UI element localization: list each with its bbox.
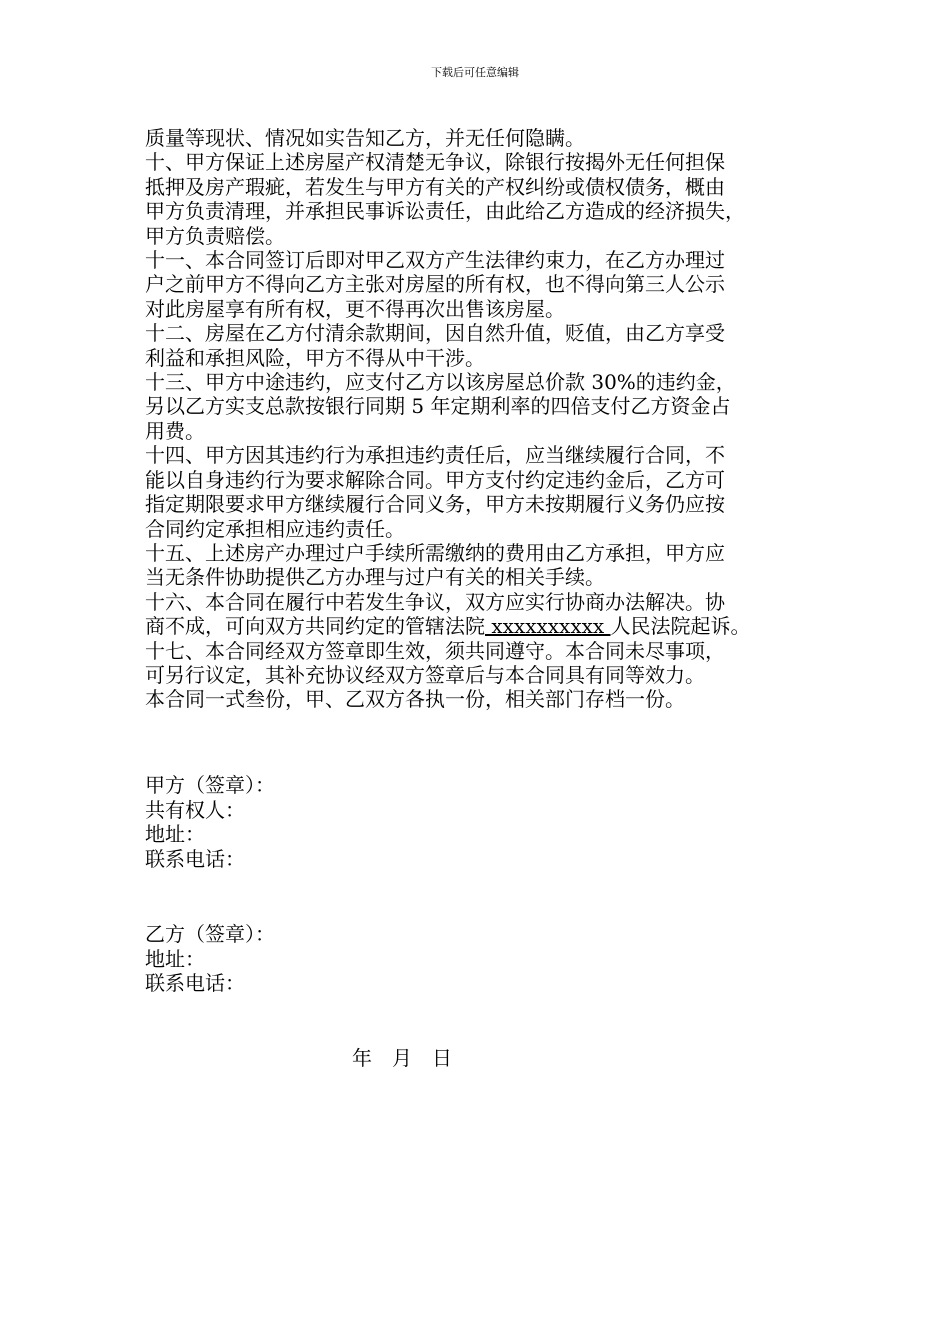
clause-13 <box>145 370 820 443</box>
party-b-signature-block <box>145 922 275 996</box>
party-b-phone-label: 联系电话： <box>145 971 245 995</box>
text-line: 十三、甲方中途违约，应支付乙方以该房屋总价款 30%的违约金， <box>145 370 736 395</box>
text-line: 甲方负责赔偿。 <box>145 223 285 248</box>
text-line: 可另行议定，其补充协议经双方签章后与本合同具有同等效力。 <box>145 662 705 687</box>
text-line: 户之前甲方不得向乙方主张对房屋的所有权，也不得向第三人公示 <box>145 272 725 297</box>
text-line: 质量等现状、情况如实告知乙方，并无任何隐瞒。 <box>145 126 585 150</box>
text-line: 指定期限要求甲方继续履行合同义务，甲方未按期履行义务仍应按 <box>145 492 725 517</box>
text-line: 另以乙方实支总款按银行同期 5 年定期利率的四倍支付乙方资金占 <box>145 394 731 419</box>
text-line: 十五、上述房产办理过户手续所需缴纳的费用由乙方承担，甲方应 <box>145 540 725 565</box>
text-line: 十二、房屋在乙方付清余款期间，因自然升值，贬值，由乙方享受 <box>145 321 725 346</box>
header-note: 下载后可任意编辑 <box>431 66 519 79</box>
text-line: 十、甲方保证上述房屋产权清楚无争议，除银行按揭外无任何担保 <box>145 150 725 175</box>
party-a-phone-label: 联系电话： <box>145 846 245 871</box>
paragraph-carryover <box>145 126 820 150</box>
text-line: 抵押及房产瑕疵，若发生与甲方有关的产权纠纷或债权债务，概由 <box>145 174 725 199</box>
court-line-before: 商不成，可向双方共同约定的管辖法院 <box>145 614 485 639</box>
party-a-signature-label: 甲方（签章）： <box>145 773 275 797</box>
text-line: 甲方负责清理，并承担民事诉讼责任，由此给乙方造成的经济损失， <box>145 199 745 224</box>
clause-17 <box>145 639 820 688</box>
court-line <box>145 614 820 638</box>
text-line: 十六、本合同在履行中若发生争议，双方应实行协商办法解决。协 <box>145 589 725 614</box>
party-a-co-owner-label: 共有权人： <box>145 797 245 822</box>
text-line: 本合同一式叁份，甲、乙双方各执一份，相关部门存档一份。 <box>145 687 685 712</box>
party-a-signature-block <box>145 773 275 871</box>
text-line: 合同约定承担相应违约责任。 <box>145 516 405 541</box>
clause-14 <box>145 443 820 541</box>
party-b-signature-label: 乙方（签章）： <box>145 922 275 946</box>
clause-11 <box>145 248 820 321</box>
text-line: 当无条件协助提供乙方办理与过户有关的相关手续。 <box>145 565 605 590</box>
party-a-address-label: 地址： <box>145 822 205 846</box>
clause-12 <box>145 321 820 370</box>
clause-15 <box>145 541 820 590</box>
clause-16 <box>145 590 820 639</box>
clause-10 <box>145 150 820 248</box>
court-line-after: 人民法院起诉。 <box>610 614 751 639</box>
contract-body <box>145 126 820 712</box>
party-b-address-label: 地址： <box>145 946 205 971</box>
text-line: 用费。 <box>145 418 205 443</box>
text-line: 对此房屋享有所有权，更不得再次出售该房屋。 <box>145 296 565 321</box>
copies-clause <box>145 687 820 711</box>
text-line: 十一、本合同签订后即对甲乙双方产生法律约束力，在乙方办理过 <box>145 248 725 273</box>
text-line: 利益和承担风险，甲方不得从中干涉。 <box>145 345 485 370</box>
text-line: 十七、本合同经双方签章即生效，须共同遵守。本合同未尽事项， <box>145 638 725 663</box>
text-line: 十四、甲方因其违约行为承担违约责任后，应当继续履行合同，不 <box>145 443 725 468</box>
court-name-field: xxxxxxxxxx <box>485 614 611 639</box>
date-line: 年 月 日 <box>352 1046 452 1070</box>
text-line: 能以自身违约行为要求解除合同。甲方支付约定违约金后，乙方可 <box>145 467 725 492</box>
